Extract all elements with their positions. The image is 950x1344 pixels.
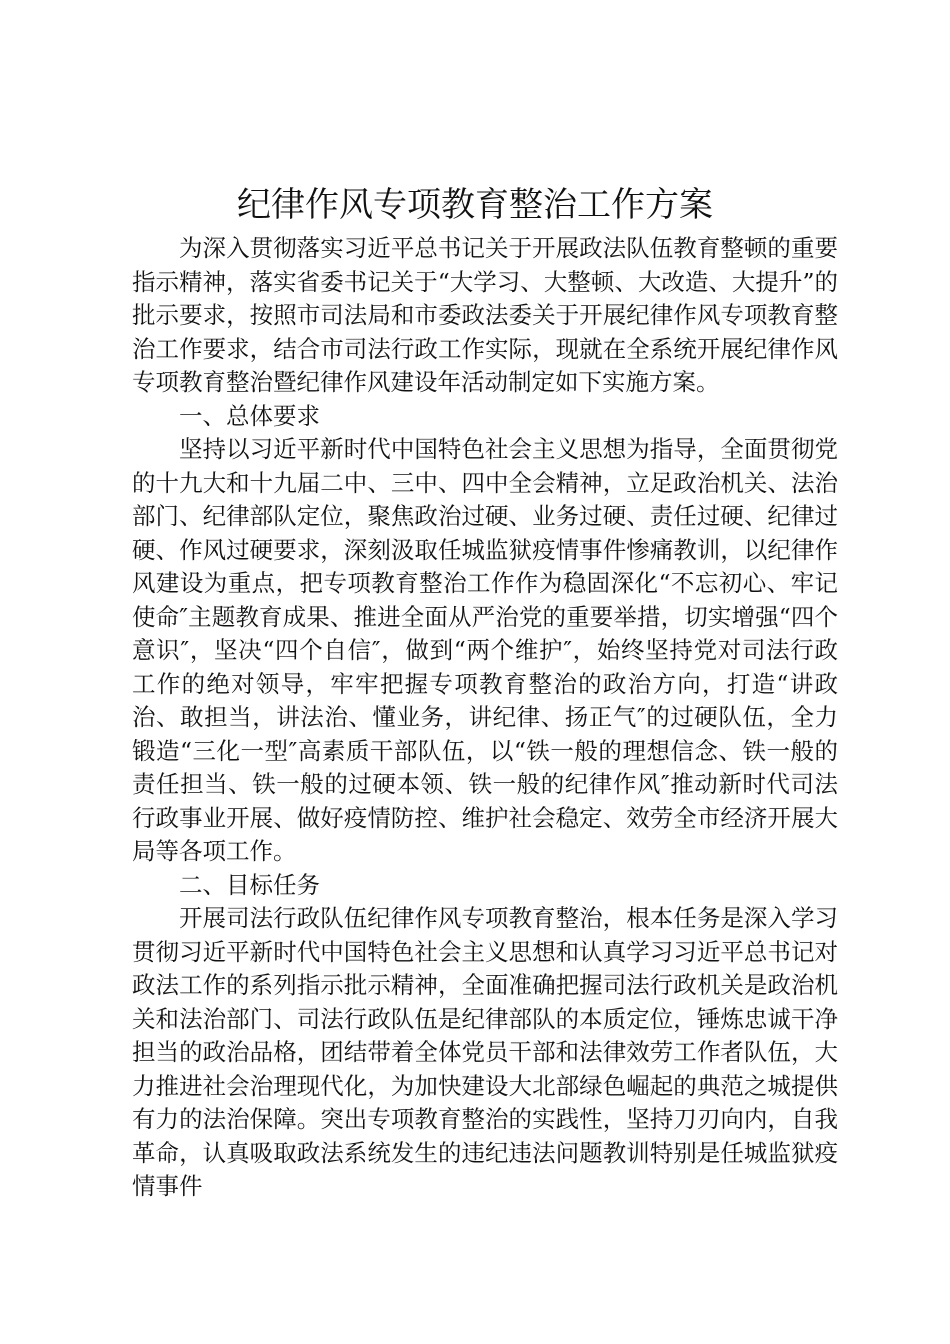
intro-paragraph: 为深入贯彻落实习近平总书记关于开展政法队伍教育整顿的重要指示精神，落实省委书记关于“大学习、大整顿、大改造、大提升”的批示要求，按照市司法局和市委政法委关于开展纪律作风专项教育整治工作要求，结合市司法行政工作实际，现就在全系统开展纪律作风专项教育整治暨纪律作风建设年活动制定如下实施方案。 xyxy=(132,234,838,396)
document-title: 纪律作风专项教育整治工作方案 xyxy=(237,185,713,225)
section-heading-goals-tasks: 二、目标任务 xyxy=(179,870,320,899)
goals-tasks-paragraph: 开展司法行政队伍纪律作风专项教育整治，根本任务是深入学习贯彻习近平新时代中国特色社会主义思想和认真学习习近平总书记对政法工作的系列指示批示精神，全面准确把握司法行政机关是政治机关和法治部门、司法行政队伍是纪律部队的本质定位，锤炼忠诚干净担当的政治品格，团结带着全体党员干部和法律效劳工作者队伍，大力推进社会治理现代化，为加快建设大北部绿色崛起的典范之城提供有力的法治保障。突出专项教育整治的实践性，坚持刀刃向内，自我革命，认真吸取政法系统发生的违纪违法问题教训特别是任城监狱疫情事件 xyxy=(132,904,838,1200)
document-body xyxy=(132,232,838,1204)
general-requirements-paragraph: 坚持以习近平新时代中国特色社会主义思想为指导，全面贯彻党的十九大和十九届二中、三中、四中全会精神，立足政治机关、法治部门、纪律部队定位，聚焦政治过硬、业务过硬、责任过硬、纪律过硬、作风过硬要求，深刻汲取任城监狱疫情事件惨痛教训，以纪律作风建设为重点，把专项教育整治工作作为稳固深化“不忘初心、牢记使命″主题教育成果、推进全面从严治党的重要举措，切实增强“四个意识″，坚决“四个自信″，做到“两个维护″，始终坚持党对司法行政工作的绝对领导，牢牢把握专项教育整治的政治方向，打造“讲政治、敢担当，讲法治、懂业务，讲纪律、扬正气″的过硬队伍，全力锻造“三化一型″高素质干部队伍，以“铁一般的理想信念、铁一般的责任担当、铁一般的过硬本领、铁一般的纪律作风″推动新时代司法行政事业开展、做好疫情防控、维护社会稳定、效劳全市经济开展大局等各项工作。 xyxy=(132,435,838,865)
section-heading-general-requirements: 一、总体要求 xyxy=(179,401,320,430)
